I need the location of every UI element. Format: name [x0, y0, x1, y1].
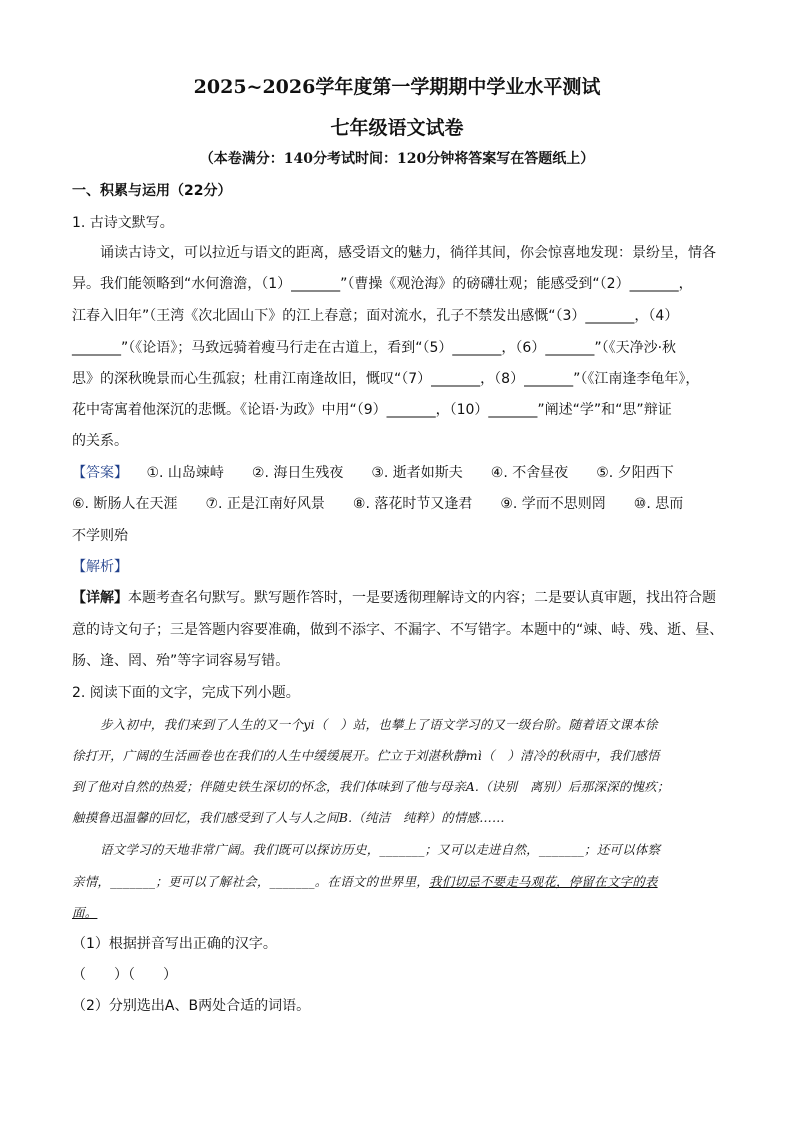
answer-label: 【答案】	[72, 465, 128, 481]
q1-line-1: 诵读古诗文，可以拉近与语文的距离，感受语文的魅力，徜徉其间，你会惊喜地发现：景纷呈，情各	[100, 245, 716, 261]
detail-row-1	[72, 588, 716, 608]
sub-question-2: （2）分别选出A、B两处合适的词语。	[72, 998, 311, 1014]
passage-line-3: 到了他对自然的热爱；伴随史铁生深切的怀念，我们体味到了他与母亲A.（诀别 离别）后那深深的愧疚；	[72, 779, 670, 794]
answer-row-3: 不学则殆	[72, 528, 128, 544]
passage-line-2: 徐打开，广阔的生活画卷也在我们的人生中缓缓展开。伫立于刘湛秋静mì（ ）清冷的秋雨中，我们感悟	[72, 748, 660, 763]
q1-line-6: 花中寄寓着他深沉的悲慨。《论语·为政》中用“（9）_______，（10）_______”阐述“学”和“思”辩证	[72, 402, 672, 418]
passage-line-1: 步入初中，我们来到了人生的又一个yi（ ）站，也攀上了语文学习的又一级台阶。随着语文课本徐	[100, 717, 658, 732]
exam-subtitle: 七年级语文试卷	[330, 117, 464, 139]
q1-line-3: 江春入旧年”（王湾《次北固山下》的江上春意；面对流水，孔子不禁发出感慨“（3）_______，（4）	[72, 308, 679, 324]
q1-line-2: 异。我们能领略到“水何澹澹，（1）_______”（曹操《观沧海》的磅礴壮观；能感受到“（2）_______，	[72, 276, 693, 292]
detail-text-1: 本题考查名句默写。默写题作答时，一是要透彻理解诗文的内容；二是要认真审题，找出符合题	[128, 590, 716, 606]
sub-question-1: （1）根据拼音写出正确的汉字。	[72, 936, 277, 952]
passage2-line-2	[72, 872, 658, 892]
answer-row-2: ⑥. 断肠人在天涯 ⑦. 正是江南好风景 ⑧. 落花时节又逢君 ⑨. 学而不思则罔 ⑩. 思而	[72, 496, 684, 512]
passage2-line-1: 语文学习的天地非常广阔。我们既可以探访历史，_______；又可以走进自然，_______；还可以体察	[100, 842, 661, 857]
analysis-label: 【解析】	[72, 559, 128, 575]
passage-line-4: 触摸鲁迅温馨的回忆，我们感受到了人与人之间B.（纯洁 纯粹）的情感……	[72, 810, 505, 825]
detail-row-3: 肠、逢、罔、殆”等字词容易写错。	[72, 653, 290, 669]
passage2-line-3: 面。	[72, 905, 98, 920]
question-1-label: 1. 古诗文默写。	[72, 215, 174, 231]
answer-row-1	[72, 463, 674, 483]
underlined-sentence: 我们切忌不要走马观花，停留在文字的表	[429, 874, 658, 889]
q1-line-7: 的关系。	[72, 433, 128, 449]
sub-question-1-blanks: （ ）（ ）	[72, 967, 177, 983]
exam-title: 2025~2026学年度第一学期期中学业水平测试	[193, 76, 601, 98]
detail-row-2: 意的诗文句子；三是答题内容要准确，做到不添字、不漏字、不写错字。本题中的“竦、峙、残、逝、昼、	[72, 622, 724, 638]
exam-note: （本卷满分：140分考试时间：120分钟将答案写在答题纸上）	[199, 151, 595, 167]
q1-line-5: 思》的深秋晚景而心生孤寂；杜甫江南逢故旧，慨叹“（7）_______，（8）_______”（《江南逢李龟年》，	[72, 371, 700, 387]
q1-line-4: _______”（《论语》；马致远骑着瘦马行走在古道上，看到“（5）_______，（6）_______”（《天净沙·秋	[72, 340, 677, 356]
detail-label: 【详解】	[72, 590, 128, 606]
question-2-label: 2. 阅读下面的文字，完成下列小题。	[72, 685, 300, 701]
section-heading: 一、积累与运用（22分）	[72, 183, 232, 199]
passage2-line-2-text: 亲情，_______；更可以了解社会，_______。在语文的世界里，	[72, 874, 430, 889]
answer-text-1: ①. 山岛竦峙 ②. 海日生残夜 ③. 逝者如斯夫 ④. 不舍昼夜 ⑤. 夕阳西下	[146, 465, 674, 481]
